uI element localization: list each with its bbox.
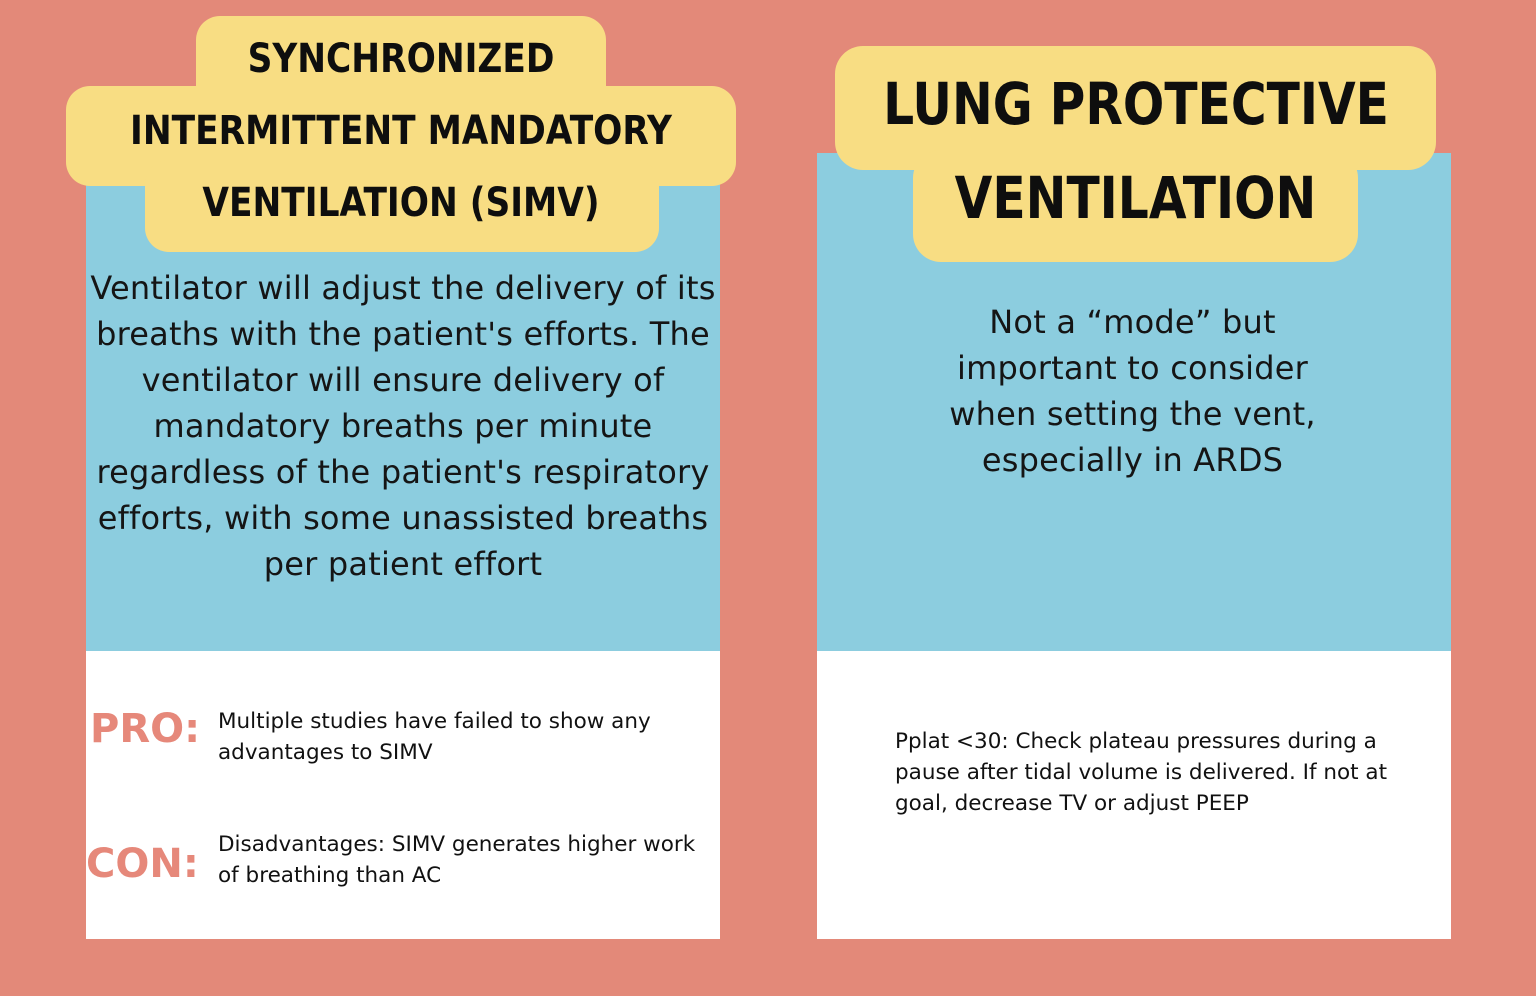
simv-description: Ventilator will adjust the delivery of its breaths with the patient's efforts. The ventilator will ensure delivery of mandatory breaths per minute regardless of the patient's respiratory efforts, with some unassisted breaths per patient effort (90, 269, 716, 583)
lpv-note: Pplat <30: Check plateau pressures during a pause after tidal volume is delivered. If not at goal, decrease TV or adjust PEEP (895, 729, 1388, 816)
lpv-description: Not a “mode” but important to consider when setting the vent, especially in ARDS (949, 303, 1316, 479)
pro-label: PRO: (90, 706, 201, 752)
lpv-title-line-2: VENTILATION (954, 164, 1317, 232)
pro-text: Multiple studies have failed to show any advantages to SIMV (218, 709, 651, 765)
simv-title (66, 30, 736, 250)
simv-card-bottom (86, 651, 720, 939)
lpv-title-line-1: LUNG PROTECTIVE (883, 70, 1389, 138)
simv-title-line-1: SYNCHRONIZED (247, 36, 555, 82)
con-text: Disadvantages: SIMV generates higher work of breathing than AC (218, 832, 696, 888)
simv-title-line-2: INTERMITTENT MANDATORY (130, 108, 672, 154)
con-label: CON: (86, 841, 199, 887)
lpv-title (835, 70, 1436, 250)
simv-title-line-3: VENTILATION (SIMV) (202, 180, 600, 226)
